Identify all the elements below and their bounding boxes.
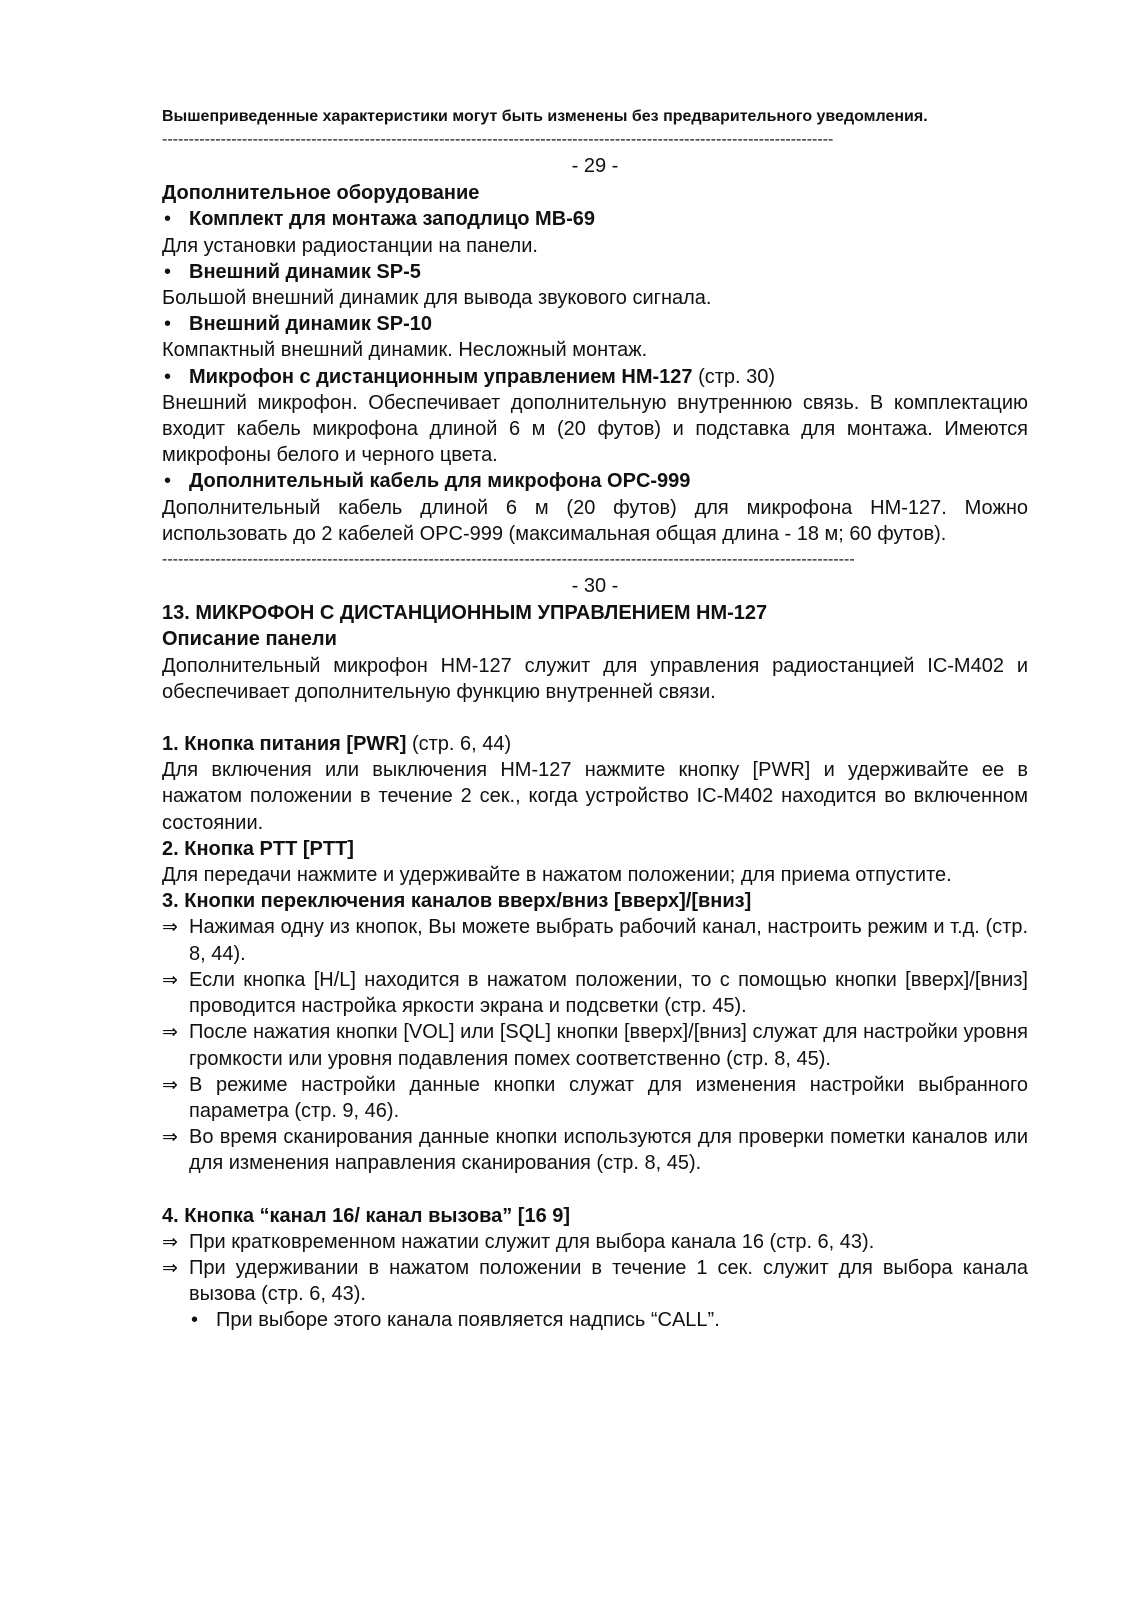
document-page [162, 106, 1028, 1334]
accessory-description: Компактный внешний динамик. Несложный монтаж. [162, 339, 648, 362]
page-number-30: - 30 - [571, 575, 619, 598]
accessory-title: Дополнительный кабель для микрофона OPC-999 [189, 470, 691, 493]
accessory-item [162, 311, 1028, 363]
bullet-icon: • [191, 1309, 199, 1332]
arrow-icon: ⇒ [162, 916, 178, 939]
arrow-icon: ⇒ [162, 1073, 178, 1096]
ptt-button-text: Для передачи нажмите и удерживайте в нажатом положении; для приема отпустите. [162, 864, 952, 887]
call-button-heading: 4. Кнопка “канал 16/ канал вызова” [16 9] [162, 1204, 571, 1227]
accessory-title: Внешний динамик SP-10 [189, 313, 432, 336]
accessory-list [162, 206, 1028, 547]
arrow-icon: ⇒ [162, 1256, 178, 1279]
page-reference: (стр. 6, 44) [406, 733, 512, 756]
list-item: ⇒ Если кнопка [H/L] находится в нажатом положении, то с помощью кнопки [вверх]/[вниз] проводится настройка яркости экрана и подсветки (стр. 45). [162, 968, 1028, 1018]
accessory-description: Большой внешний динамик для вывода звукового сигнала. [162, 287, 712, 310]
list-item: ⇒ Во время сканирования данные кнопки используются для проверки пометки каналов или для изменения направления сканирования (стр. 8, 45). [162, 1126, 1028, 1175]
section-heading-accessories: Дополнительное оборудование [162, 182, 480, 205]
accessory-description: Внешний микрофон. Обеспечивает дополнительную внутреннюю связь. В комплектацию входит кабель микрофона длиной 6 м (20 футов) и подставка для монтажа. Имеются микрофоны белого и черного цвета. [162, 391, 1028, 467]
arrow-icon: ⇒ [162, 1021, 178, 1044]
page-separator: ------------------------------------------------------------------------------------------------------------------------------ [162, 131, 834, 148]
arrow-icon: ⇒ [162, 1126, 178, 1149]
accessory-title: Внешний динамик SP-5 [189, 260, 421, 283]
page-reference: (стр. 30) [692, 365, 776, 388]
bullet-icon: • [164, 313, 172, 336]
list-item: ⇒ Нажимая одну из кнопок, Вы можете выбрать рабочий канал, настроить режим и т.д. (стр. 8, 44). [162, 916, 1028, 965]
chapter-title: 13. МИКРОФОН С ДИСТАНЦИОННЫМ УПРАВЛЕНИЕМ HM-127 [162, 602, 768, 625]
top-note: Вышеприведенные характеристики могут быть изменены без предварительного уведомления. [162, 108, 928, 125]
page-number-29: - 29 - [571, 155, 619, 177]
accessory-item [162, 259, 1028, 311]
page-separator: ---------------------------------------------------------------------------------------------------------------------------------- [162, 551, 855, 569]
arrow-icon: ⇒ [162, 968, 178, 991]
accessory-description: Для установки радиостанции на панели. [162, 234, 538, 257]
sub-bullet-item: • При выборе этого канала появляется надпись “CALL”. [162, 1307, 1028, 1333]
bullet-icon: • [164, 260, 172, 283]
accessory-title: Комплект для монтажа заподлицо MB-69 [189, 208, 596, 231]
list-item: ⇒ При удерживании в нажатом положении в течение 1 сек. служит для выбора канала вызова (стр. 6, 43). [162, 1256, 1028, 1306]
intro-paragraph: Дополнительный микрофон HM-127 служит для управления радиостанцией IC-M402 и обеспечивает дополнительную функцию внутренней связи. [162, 654, 1028, 703]
list-item: ⇒ В режиме настройки данные кнопки служат для изменения настройки выбранного параметра (стр. 9, 46). [162, 1073, 1028, 1122]
list-item: ⇒ После нажатия кнопки [VOL] или [SQL] кнопки [вверх]/[вниз] служат для настройки уровня громкости или уровня подавления помех соответственно (стр. 8, 45). [162, 1021, 1028, 1070]
power-button-heading: 1. Кнопка питания [PWR] [162, 733, 407, 756]
ptt-button-heading: 2. Кнопка PTT [PTT] [162, 837, 354, 860]
power-button-text: Для включения или выключения HM-127 нажмите кнопку [PWR] и удерживайте ее в нажатом положении в течение 2 сек., когда устройство IC-M402 находится во включенном состоянии. [162, 759, 1028, 834]
bullet-icon: • [164, 470, 172, 493]
accessory-item [162, 468, 1028, 547]
accessory-item [162, 364, 1028, 469]
accessory-title: Микрофон с дистанционным управлением HM-127 [189, 365, 693, 388]
accessory-item [162, 206, 1028, 258]
section-title: Описание панели [162, 628, 337, 651]
bullet-icon: • [164, 365, 172, 388]
accessory-description: Дополнительный кабель длиной 6 м (20 футов) для микрофона HM-127. Можно использовать до 2 кабелей OPC-999 (максимальная общая длина - 18 м; 60 футов). [162, 496, 1028, 545]
channel-buttons-heading: 3. Кнопки переключения каналов вверх/вниз [вверх]/[вниз] [162, 890, 752, 913]
bullet-icon: • [164, 208, 172, 231]
arrow-icon: ⇒ [162, 1230, 178, 1253]
list-item: ⇒ При кратковременном нажатии служит для выбора канала 16 (стр. 6, 43). [162, 1229, 1028, 1255]
